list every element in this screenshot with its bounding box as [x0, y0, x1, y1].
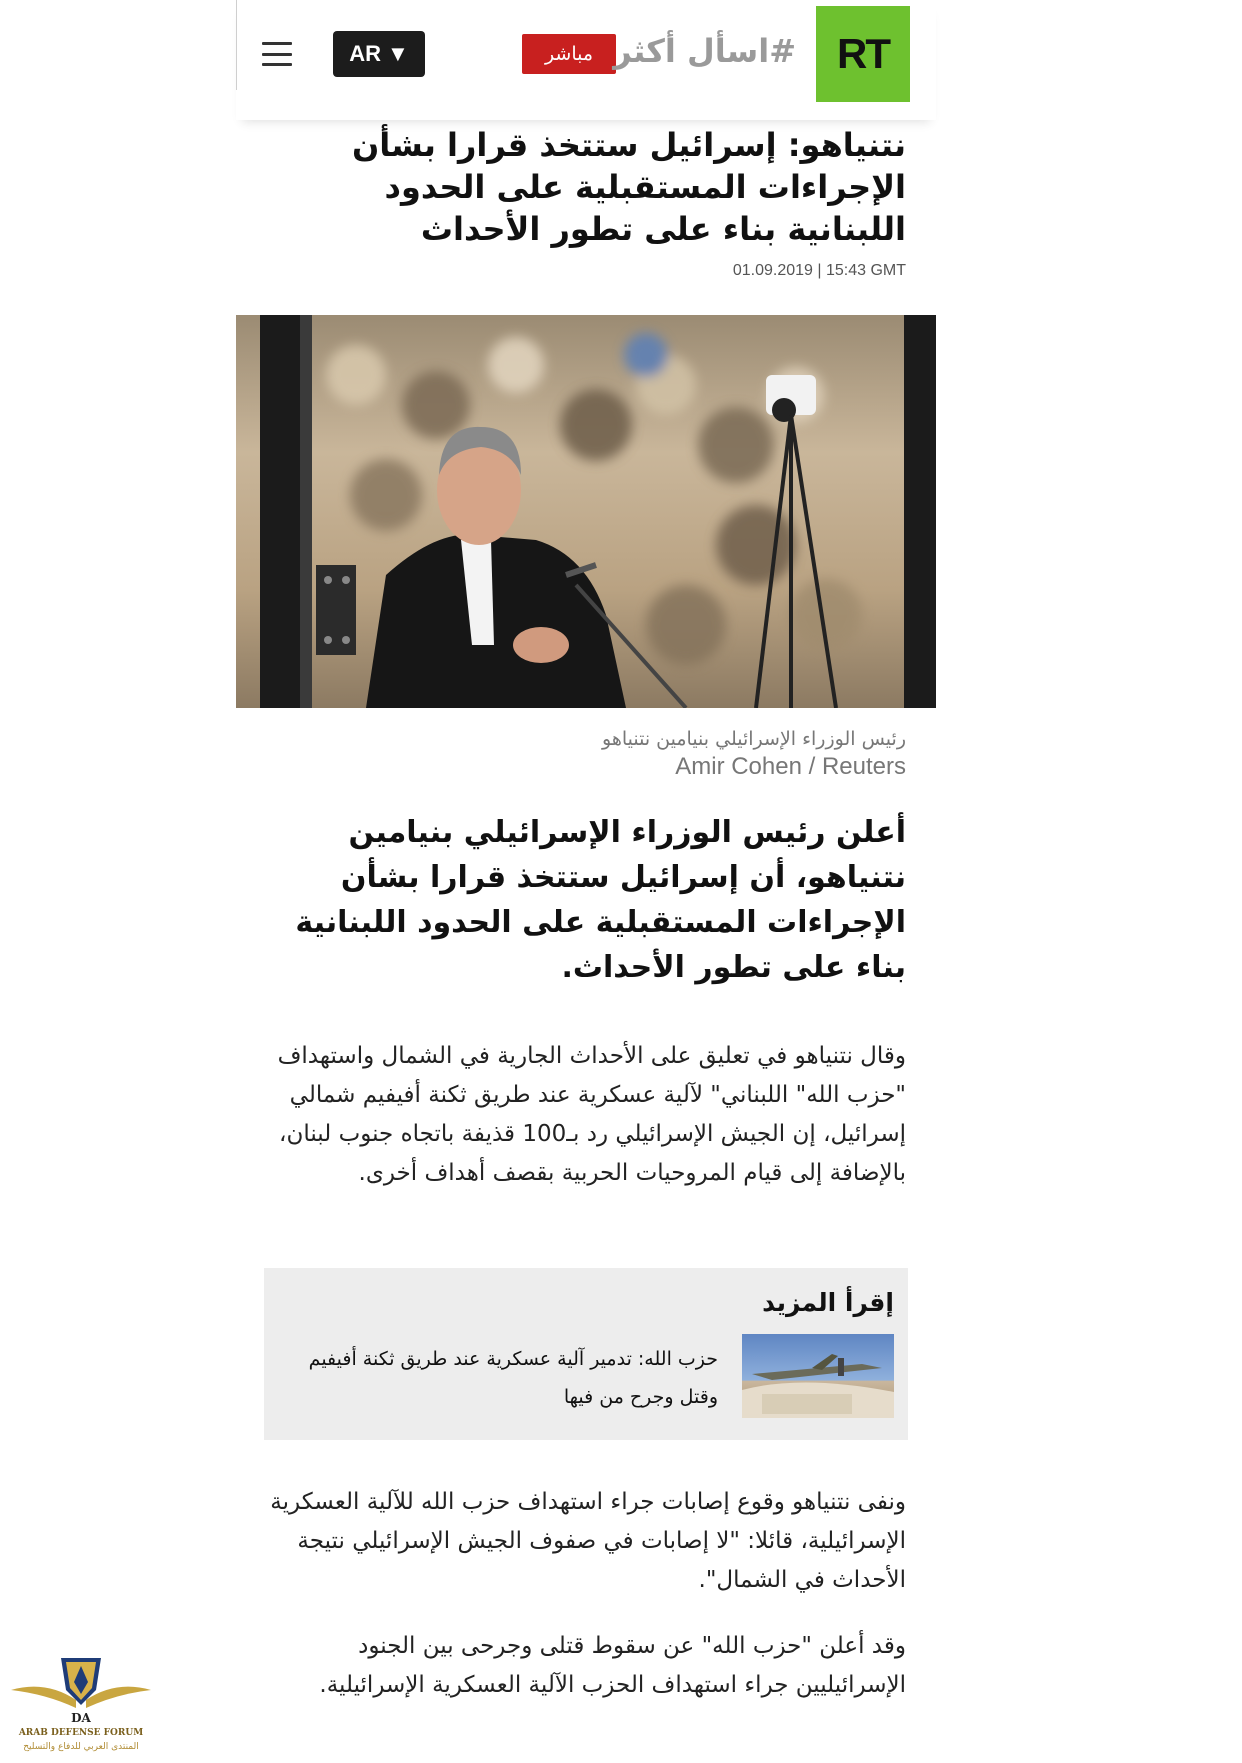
forum-emblem-icon [6, 1650, 156, 1730]
article-paragraph-1: وقال نتنياهو في تعليق على الأحداث الجارية في الشمال واستهداف "حزب الله" اللبناني" لآلية عسكرية عند طريق ثكنة أفيفيم شمالي إسرائيل، إن الجيش الإسرائيلي رد بـ100 قذيفة باتجاه جنوب لبنان، بالإضافة إلى قيام المروحيات الحربية بقصف أهداف أخرى. [277, 1043, 906, 1186]
article-lead: أعلن رئيس الوزراء الإسرائيلي بنيامين نتنياهو، أن إسرائيل ستتخذ قرارا بشأن الإجراءات المستقبلية على الحدود اللبنانية بناء على تطور الأحداث. [295, 815, 906, 985]
photo-credit: Amir Cohen / Reuters [675, 753, 906, 780]
header-divider [236, 0, 237, 90]
site-header [236, 0, 936, 120]
language-selector-button[interactable] [333, 31, 425, 77]
read-more-thumbnail[interactable] [742, 1334, 894, 1418]
photo-caption: رئيس الوزراء الإسرائيلي بنيامين نتنياهو [602, 728, 906, 750]
article-title: نتنياهو: إسرائيل ستتخذ قرارا بشأن الإجراءات المستقبلية على الحدود اللبنانية بناء على تطور الأحداث [351, 126, 906, 248]
watermark-arabic: المنتدى العربي للدفاع والتسليح [23, 1742, 139, 1752]
arab-defense-forum-watermark [6, 1650, 156, 1760]
hamburger-menu-icon[interactable] [262, 42, 292, 66]
forum-badge-text: DA [71, 1711, 91, 1725]
rt-logo[interactable]: RT [816, 6, 910, 102]
watermark-english: ARAB DEFENSE FORUM [18, 1728, 144, 1738]
chevron-down-icon: ▼ [387, 41, 409, 66]
article-photo [236, 315, 936, 708]
read-more-link[interactable]: حزب الله: تدمير آلية عسكرية عند طريق ثكنة أفيفيم وقتل وجرح من فيها [308, 1348, 718, 1408]
read-more-box [264, 1268, 908, 1440]
live-button[interactable]: مباشر [522, 34, 616, 74]
article-dateline: 01.09.2019 | 15:43 GMT [732, 262, 906, 279]
language-label: AR [349, 41, 381, 66]
photo-illustration [236, 315, 936, 708]
article-page [236, 0, 936, 1763]
read-more-title: إقرأ المزيد [762, 1288, 894, 1317]
article-paragraph-2: ونفى نتنياهو وقوع إصابات جراء استهداف حزب الله للآلية العسكرية الإسرائيلية، قائلا: "لا إصابات في صفوف الجيش الإسرائيلي نتيجة الأحداث في الشمال". [270, 1489, 906, 1593]
article-paragraph-3: وقد أعلن "حزب الله" عن سقوط قتلى وجرحى بين الجنود الإسرائيليين جراء استهداف الحزب الآلية العسكرية الإسرائيلية. [319, 1633, 906, 1698]
ask-more-link[interactable]: #اسأل أكثر [613, 32, 796, 70]
read-more-thumbnail-illustration [742, 1334, 894, 1418]
